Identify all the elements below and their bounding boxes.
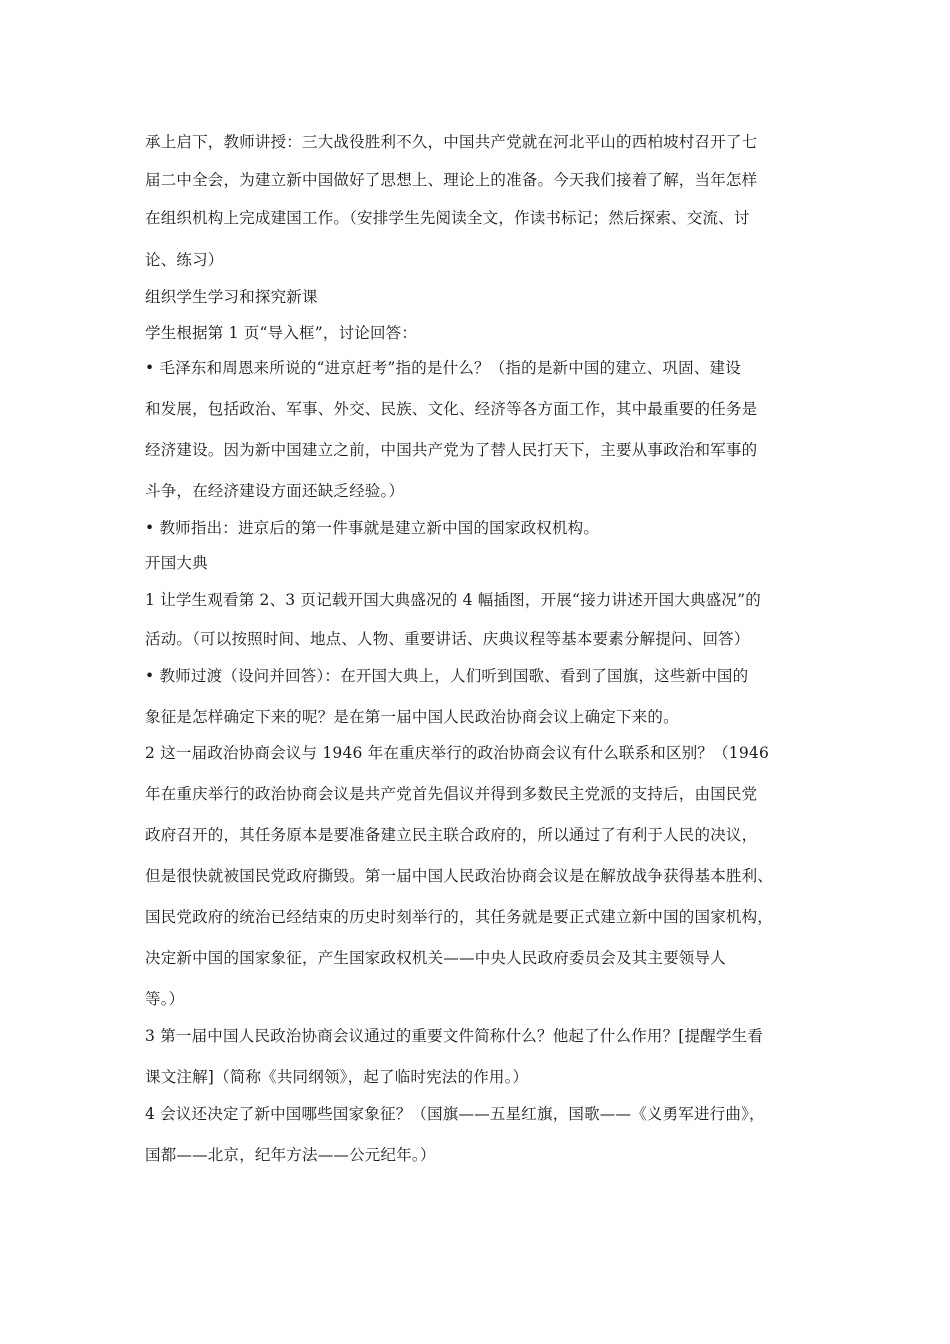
text-line: 课文注解]（简称《共同纲领》，起了临时宪法的作用。） (145, 1068, 529, 1086)
text-line: 等。） (145, 990, 185, 1008)
text-line: 3 第一届中国人民政治协商会议通过的重要文件简称什么？他起了什么作用？[提醒学生看 (145, 1027, 764, 1045)
text-line: 象征是怎样确定下来的呢？是在第一届中国人民政治协商会议上确定下来的。 (145, 708, 679, 726)
text-line: 决定新中国的国家象征，产生国家政权机关——中央人民政府委员会及其主要领导人 (145, 949, 726, 967)
text-line: 学生根据第 1 页“导入框”，讨论回答： (145, 324, 418, 342)
text-line: 年在重庆举行的政治协商会议是共产党首先倡议并得到多数民主党派的支持后，由国民党 (145, 785, 758, 803)
text-line: 4 会议还决定了新中国哪些国家象征？（国旗——五星红旗，国歌——《义勇军进行曲》， (145, 1105, 765, 1123)
section-heading: 组织学生学习和探究新课 (145, 288, 318, 306)
section-heading: 开国大典 (145, 554, 208, 572)
text-line: 国都——北京，纪年方法——公元纪年。） (145, 1146, 436, 1164)
text-line: 2 这一届政治协商会议与 1946 年在重庆举行的政治协商会议有什么联系和区别？（1946 (145, 744, 770, 762)
text-line: 和发展，包括政治、军事、外交、民族、文化、经济等各方面工作，其中最重要的任务是 (145, 400, 758, 418)
text-line: 政府召开的，其任务原本是要准备建立民主联合政府的，所以通过了有利于人民的决议， (145, 826, 758, 844)
text-line: 在组织机构上完成建国工作。（安排学生先阅读全文，作读书标记；然后探索、交流、讨 (145, 209, 750, 227)
text-line: 国民党政府的统治已经结束的历史时刻举行的，其任务就是要正式建立新中国的国家机构， (145, 908, 774, 926)
text-line: 经济建设。因为新中国建立之前，中国共产党为了替人民打天下，主要从事政治和军事的 (145, 441, 758, 459)
text-line: 斗争，在经济建设方面还缺乏经验。） (145, 482, 405, 500)
text-line: 1 让学生观看第 2、3 页记载开国大典盛况的 4 幅插图，开展“接力讲述开国大典盛况”的 (145, 591, 761, 609)
bullet-line: • 毛泽东和周恩来所说的“进京赶考”指的是什么？（指的是新中国的建立、巩固、建设 (145, 359, 741, 377)
text-line: 承上启下，教师讲授：三大战役胜利不久，中国共产党就在河北平山的西柏坡村召开了七 (145, 133, 758, 151)
text-line: 但是很快就被国民党政府撕毁。第一届中国人民政治协商会议是在解放战争获得基本胜利、 (145, 867, 774, 885)
text-line: 届二中全会，为建立新中国做好了思想上、理论上的准备。今天我们接着了解，当年怎样 (145, 171, 758, 189)
text-line: 论、练习） (145, 251, 224, 269)
bullet-line: • 教师过渡（设问并回答）：在开国大典上，人们听到国歌、看到了国旗，这些新中国的 (145, 667, 749, 685)
text-line: 活动。（可以按照时间、地点、人物、重要讲话、庆典议程等基本要素分解提问、回答） (145, 630, 750, 648)
bullet-line: • 教师指出：进京后的第一件事就是建立新中国的国家政权机构。 (145, 519, 600, 537)
